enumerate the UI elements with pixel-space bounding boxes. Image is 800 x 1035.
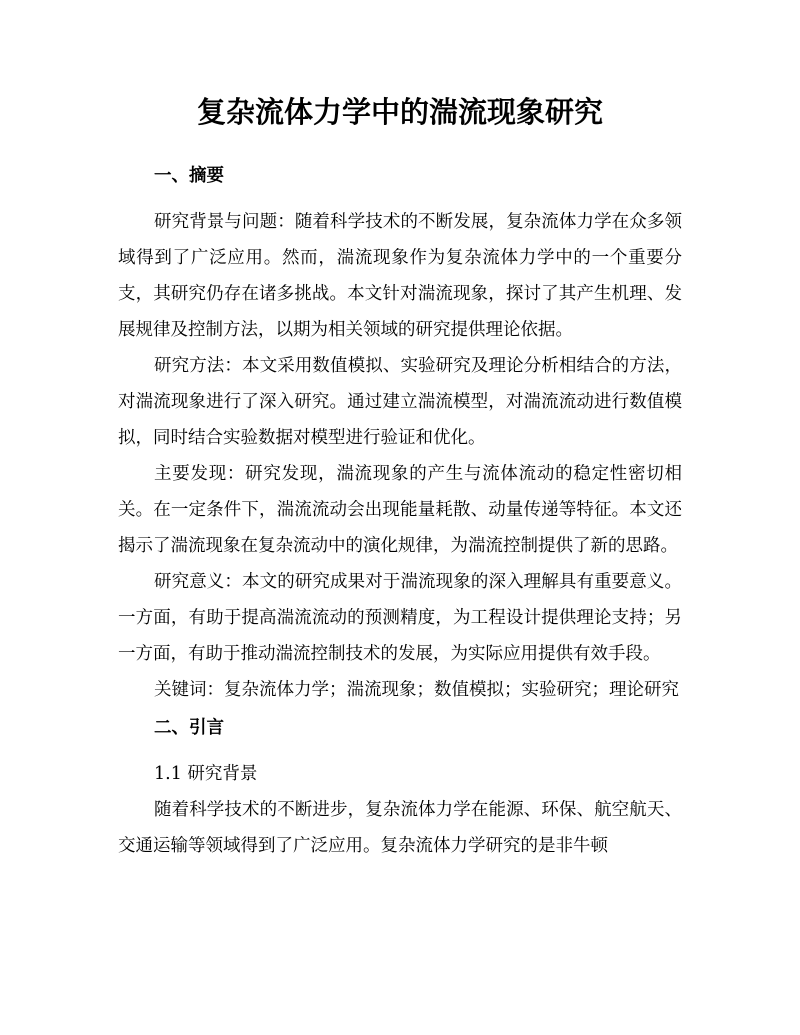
introduction-paragraph: 随着科学技术的不断进步，复杂流体力学在能源、环保、航空航天、交通运输等领域得到了广泛应用。复杂流体力学研究的是非牛顿: [118, 800, 682, 856]
abstract-keywords: 关键词：复杂流体力学；湍流现象；数值模拟；实验研究；理论研究: [154, 680, 679, 700]
section-heading-introduction: 二、引言: [154, 718, 224, 738]
subsection-heading-background: 1.1 研究背景: [154, 764, 258, 784]
abstract-paragraph-findings: 主要发现：研究发现，湍流现象的产生与流体流动的稳定性密切相关。在一定条件下，湍流流动会出现能量耗散、动量传递等特征。本文还揭示了湍流现象在复杂流动中的演化规律，为湍流控制提供了新的思路。: [118, 464, 682, 556]
abstract-paragraph-methods: 研究方法：本文采用数值模拟、实验研究及理论分析相结合的方法，对湍流现象进行了深入研究。通过建立湍流模型，对湍流流动进行数值模拟，同时结合实验数据对模型进行验证和优化。: [118, 356, 682, 448]
section-heading-abstract: 一、摘要: [154, 166, 224, 186]
spacer: [118, 708, 682, 716]
abstract-paragraph-significance: 研究意义：本文的研究成果对于湍流现象的深入理解具有重要意义。一方面，有助于提高湍流流动的预测精度，为工程设计提供理论支持；另一方面，有助于推动湍流控制技术的发展，为实际应用提供有效手段。: [118, 572, 682, 664]
abstract-paragraph-background: 研究背景与问题：随着科学技术的不断发展，复杂流体力学在众多领域得到了广泛应用。然而，湍流现象作为复杂流体力学中的一个重要分支，其研究仍存在诸多挑战。本文针对湍流现象，探讨了其产生机理、发展规律及控制方法，以期为相关领域的研究提供理论依据。: [118, 212, 682, 340]
document-title: 复杂流体力学中的湍流现象研究: [196, 95, 603, 129]
